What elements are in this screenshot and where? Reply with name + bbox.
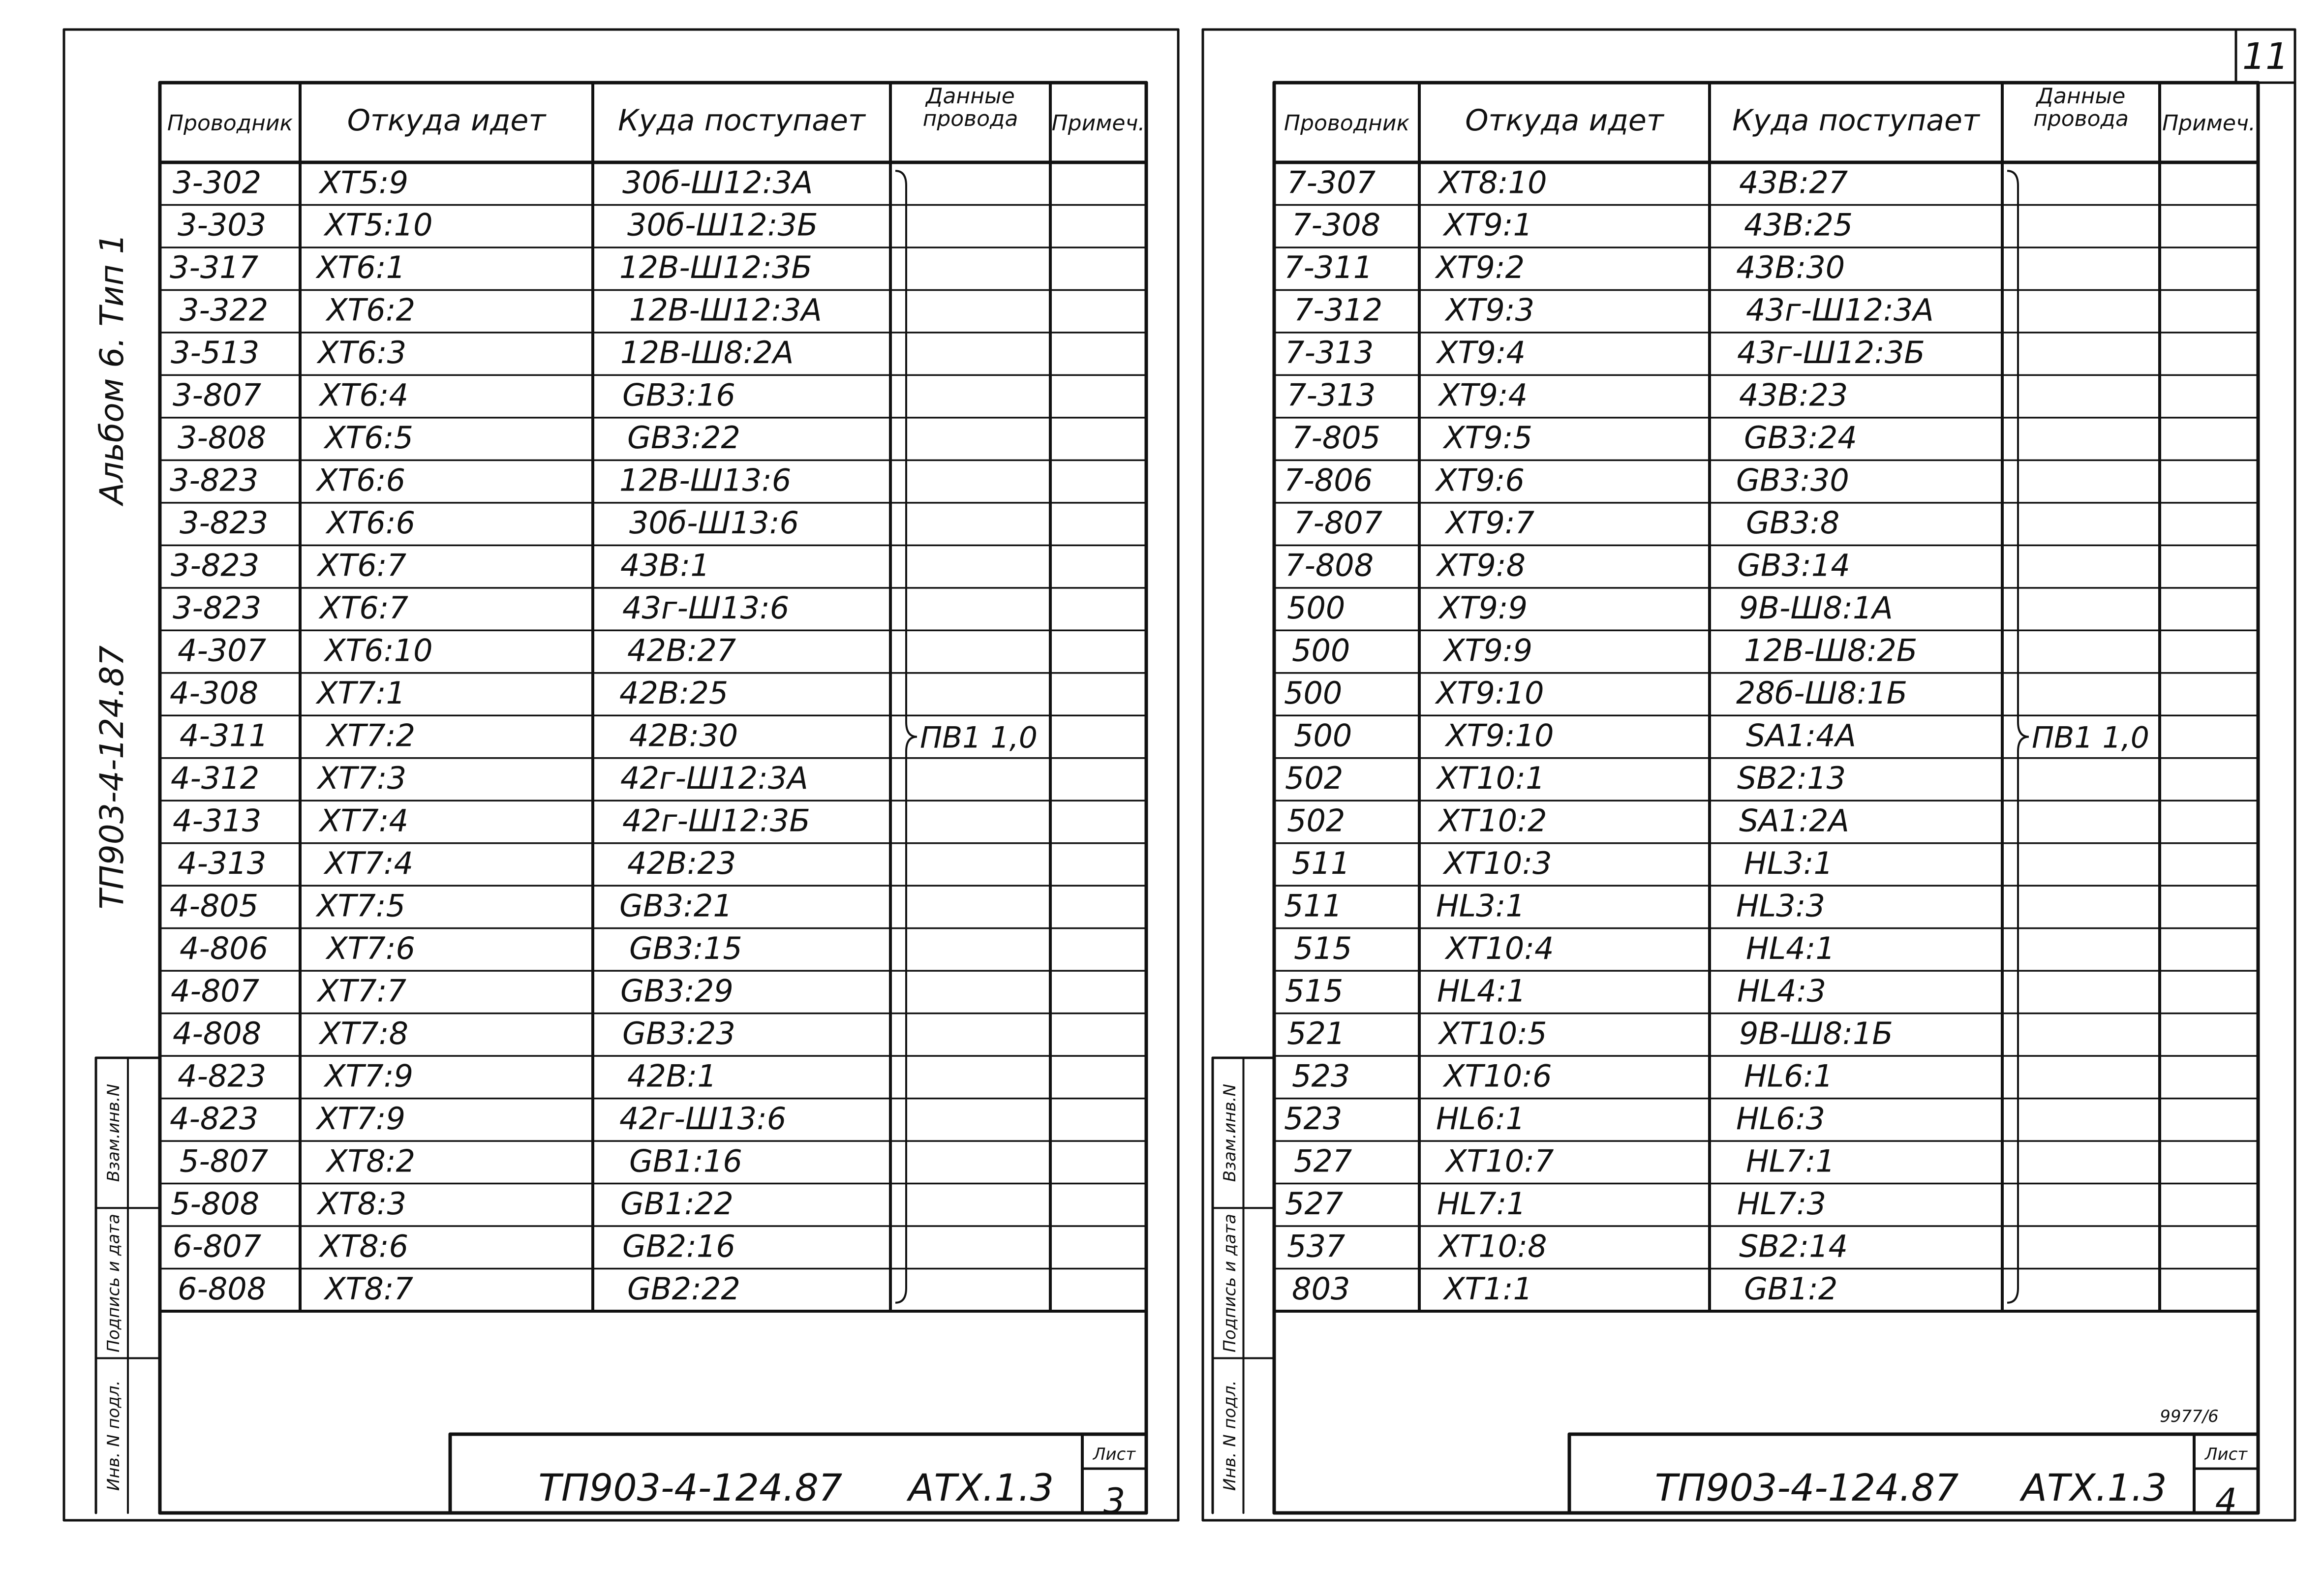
wire-spec: ПВ1 1,0: [2032, 720, 2149, 755]
cell-to: SB2:13: [1737, 760, 1846, 797]
cell-from: XT9:6: [1436, 462, 1525, 498]
cell-conductor: 7-313: [1285, 335, 1374, 371]
cell-from: XT9:7: [1446, 505, 1535, 541]
cell-to: SA1:4А: [1746, 717, 1856, 754]
cell-conductor: 7-313: [1287, 377, 1376, 413]
cell-conductor: 7-808: [1285, 547, 1374, 584]
cell-conductor: 4-823: [178, 1058, 267, 1094]
cell-from: XT7:9: [317, 1100, 406, 1137]
cell-conductor: 3-513: [171, 335, 260, 371]
cell-from: XT1:1: [1444, 1270, 1533, 1307]
header-from: Откуда идет: [347, 103, 546, 138]
cell-from: XT6:2: [327, 292, 416, 328]
cell-conductor: 3-322: [180, 292, 269, 328]
cell-from: XT9:3: [1446, 292, 1535, 328]
cell-from: XT9:2: [1436, 249, 1525, 286]
title-block-sheet-code: АТХ.1.3: [2021, 1466, 2167, 1509]
cell-conductor: 3-823: [173, 590, 262, 626]
cell-from: XT7:9: [325, 1058, 414, 1094]
header-wire-data-line1: Данные: [2036, 84, 2126, 109]
cell-from: XT9:4: [1439, 377, 1528, 413]
cell-to: 30б-Ш12:3Б: [627, 207, 818, 243]
header-to: Куда поступает: [618, 103, 865, 138]
cell-conductor: 5-808: [171, 1185, 260, 1222]
cell-conductor: 4-806: [180, 930, 269, 966]
cell-conductor: 537: [1287, 1228, 1345, 1264]
cell-to: 12В-Ш8:2Б: [1744, 632, 1918, 669]
cell-to: 43В:23: [1739, 377, 1848, 413]
title-block-sheet-number: 3: [1103, 1481, 1126, 1521]
cell-from: XT7:5: [317, 888, 406, 924]
cell-conductor: 500: [1284, 675, 1343, 711]
cell-to: 42В:30: [629, 717, 738, 754]
cell-conductor: 4-805: [170, 888, 259, 924]
cell-to: 42В:1: [627, 1058, 717, 1094]
cell-to: GB2:22: [627, 1270, 740, 1307]
cell-from: XT6:6: [327, 505, 416, 541]
cell-from: XT9:10: [1436, 675, 1544, 711]
cell-to: GB3:29: [620, 973, 734, 1009]
stamp-label: Инв. N подл.: [104, 1380, 124, 1491]
cell-conductor: 527: [1285, 1185, 1344, 1222]
cell-conductor: 4-312: [171, 760, 260, 797]
cell-conductor: 4-808: [173, 1015, 262, 1051]
cell-to: GB3:22: [627, 420, 740, 456]
cell-to: 42В:23: [627, 845, 736, 881]
cell-conductor: 502: [1287, 802, 1345, 839]
cell-to: HL7:3: [1737, 1185, 1826, 1222]
cell-to: GB1:2: [1744, 1270, 1838, 1307]
cell-to: HL3:3: [1736, 888, 1825, 924]
cell-from: XT6:7: [320, 590, 409, 626]
cell-from: XT9:10: [1446, 717, 1554, 754]
cell-from: XT6:4: [320, 377, 409, 413]
cell-conductor: 3-807: [173, 377, 262, 413]
cell-to: HL4:1: [1746, 930, 1835, 966]
title-block-sheet-label: Лист: [1093, 1445, 1136, 1464]
cell-conductor: 803: [1292, 1270, 1350, 1307]
cell-from: XT9:9: [1444, 632, 1533, 669]
cell-conductor: 502: [1285, 760, 1344, 797]
wire-spec: ПВ1 1,0: [920, 720, 1038, 755]
title-block-sheet-code: АТХ.1.3: [908, 1466, 1054, 1509]
right-sheet: [1203, 30, 2295, 1521]
cell-from: XT8:6: [320, 1228, 409, 1264]
cell-conductor: 7-805: [1292, 420, 1381, 456]
cell-to: SB2:14: [1739, 1228, 1848, 1264]
cell-conductor: 7-806: [1284, 462, 1373, 498]
stamp-label: Взам.инв.N: [104, 1083, 124, 1182]
cell-to: GB1:16: [629, 1143, 742, 1179]
cell-to: 43В:27: [1739, 164, 1848, 201]
header-conductor: Проводник: [1284, 111, 1410, 136]
cell-to: 30б-Ш12:3А: [622, 164, 813, 201]
cell-from: XT6:7: [318, 547, 407, 584]
cell-to: 9В-Ш8:1Б: [1739, 1015, 1893, 1051]
cell-to: 9В-Ш8:1А: [1739, 590, 1893, 626]
side-label-code: ТП903-4-124.87: [93, 645, 131, 910]
cell-conductor: 500: [1287, 590, 1345, 626]
cell-from: HL3:1: [1436, 888, 1525, 924]
stamp-label: Инв. N подл.: [1220, 1380, 1240, 1491]
cell-conductor: 3-302: [173, 164, 262, 201]
cell-from: XT10:6: [1444, 1058, 1552, 1094]
cell-conductor: 3-303: [178, 207, 267, 243]
cell-conductor: 4-307: [178, 632, 267, 669]
cell-to: HL7:1: [1746, 1143, 1835, 1179]
cell-from: XT8:3: [318, 1185, 407, 1222]
cell-conductor: 515: [1294, 930, 1352, 966]
title-block-code: ТП903-4-124.87: [538, 1466, 843, 1509]
cell-to: 43г-Ш12:3А: [1746, 292, 1934, 328]
header-to: Куда поступает: [1732, 103, 1980, 138]
cell-to: 42В:25: [619, 675, 729, 711]
cell-from: XT7:6: [327, 930, 416, 966]
page-number: 11: [2242, 35, 2289, 78]
cell-to: 42г-Ш12:3Б: [622, 802, 810, 839]
cell-conductor: 4-311: [180, 717, 269, 754]
cell-from: XT10:7: [1446, 1143, 1554, 1179]
cell-from: XT9:5: [1444, 420, 1533, 456]
header-wire-data-line2: провода: [922, 106, 1018, 131]
header-wire-data-line1: Данные: [926, 84, 1015, 109]
cell-from: XT10:4: [1446, 930, 1554, 966]
cell-conductor: 523: [1292, 1058, 1350, 1094]
wire-group-bracket: [895, 171, 917, 1302]
cell-to: GB3:8: [1746, 505, 1840, 541]
cell-from: XT10:2: [1439, 802, 1547, 839]
cell-to: 30б-Ш13:6: [629, 505, 799, 541]
cell-to: 12В-Ш12:3Б: [619, 249, 812, 286]
header-note: Примеч.: [1051, 111, 1145, 136]
cell-conductor: 4-823: [170, 1100, 259, 1137]
cell-conductor: 4-313: [178, 845, 267, 881]
cell-conductor: 7-312: [1294, 292, 1383, 328]
cell-conductor: 3-823: [171, 547, 260, 584]
cell-to: 43г-Ш13:6: [622, 590, 790, 626]
cell-to: 42В:27: [627, 632, 736, 669]
left-sheet: [64, 30, 1178, 1521]
cell-conductor: 7-308: [1292, 207, 1381, 243]
stamp-label: Подпись и дата: [1220, 1214, 1240, 1353]
cell-conductor: 500: [1294, 717, 1352, 754]
cell-conductor: 6-807: [173, 1228, 262, 1264]
title-block-code: ТП903-4-124.87: [1654, 1466, 1959, 1509]
cell-conductor: 515: [1285, 973, 1344, 1009]
header-from: Откуда идет: [1465, 103, 1664, 138]
cell-conductor: 511: [1292, 845, 1350, 881]
cell-from: XT5:9: [320, 164, 409, 201]
cell-from: XT6:5: [325, 420, 414, 456]
cell-to: 12В-Ш13:6: [619, 462, 792, 498]
cell-from: XT6:3: [318, 335, 407, 371]
cell-to: 12В-Ш12:3А: [629, 292, 822, 328]
cell-from: XT8:7: [325, 1270, 414, 1307]
cell-from: XT9:9: [1439, 590, 1528, 626]
cell-to: 43В:30: [1736, 249, 1845, 286]
cell-from: XT10:5: [1439, 1015, 1547, 1051]
cell-from: XT10:1: [1437, 760, 1545, 797]
title-block-sheet-label: Лист: [2204, 1445, 2248, 1464]
cell-from: HL7:1: [1437, 1185, 1526, 1222]
cell-from: HL6:1: [1436, 1100, 1525, 1137]
cell-from: XT10:3: [1444, 845, 1552, 881]
cell-conductor: 3-823: [180, 505, 269, 541]
cell-conductor: 3-823: [170, 462, 259, 498]
cell-to: 28б-Ш8:1Б: [1736, 675, 1908, 711]
header-wire-data-line2: провода: [2033, 106, 2129, 131]
cell-to: 43В:1: [620, 547, 710, 584]
cell-conductor: 3-808: [178, 420, 267, 456]
cell-to: HL6:1: [1744, 1058, 1833, 1094]
cell-conductor: 5-807: [180, 1143, 269, 1179]
cell-from: XT6:10: [325, 632, 433, 669]
cell-conductor: 7-807: [1294, 505, 1383, 541]
cell-to: GB3:15: [629, 930, 742, 966]
cell-conductor: 523: [1284, 1100, 1343, 1137]
cell-to: SA1:2А: [1739, 802, 1849, 839]
cell-from: XT10:8: [1439, 1228, 1547, 1264]
cell-conductor: 7-307: [1287, 164, 1376, 201]
cell-from: XT8:2: [327, 1143, 416, 1179]
cell-to: GB3:21: [619, 888, 733, 924]
cell-from: XT7:8: [320, 1015, 409, 1051]
cell-conductor: 4-807: [171, 973, 260, 1009]
cell-from: XT7:7: [318, 973, 407, 1009]
cell-from: XT5:10: [325, 207, 433, 243]
serial-note: 9977/6: [2160, 1407, 2219, 1426]
cell-to: GB3:24: [1744, 420, 1857, 456]
cell-from: XT9:1: [1444, 207, 1533, 243]
cell-conductor: 4-313: [173, 802, 262, 839]
cell-to: GB3:23: [622, 1015, 735, 1051]
cell-to: HL3:1: [1744, 845, 1833, 881]
cell-from: XT9:4: [1437, 335, 1526, 371]
cell-conductor: 7-311: [1284, 249, 1373, 286]
side-label-album: Альбом 6. Тип 1: [93, 233, 131, 505]
header-conductor: Проводник: [167, 111, 293, 136]
cell-conductor: 4-308: [170, 675, 259, 711]
cell-conductor: 3-317: [170, 249, 259, 286]
cell-conductor: 527: [1294, 1143, 1352, 1179]
cell-from: HL4:1: [1437, 973, 1526, 1009]
cell-from: XT8:10: [1439, 164, 1547, 201]
stamp-label: Подпись и дата: [104, 1214, 124, 1353]
cell-conductor: 521: [1287, 1015, 1345, 1051]
cell-conductor: 500: [1292, 632, 1350, 669]
cell-to: 42г-Ш13:6: [619, 1100, 787, 1137]
cell-to: GB1:22: [620, 1185, 734, 1222]
cell-conductor: 6-808: [178, 1270, 267, 1307]
cell-to: 43г-Ш12:3Б: [1737, 335, 1925, 371]
cell-to: GB3:30: [1736, 462, 1849, 498]
cell-from: XT7:4: [325, 845, 414, 881]
cell-to: HL6:3: [1736, 1100, 1825, 1137]
cell-to: 42г-Ш12:3А: [620, 760, 808, 797]
cell-to: 12В-Ш8:2А: [620, 335, 794, 371]
cell-to: 43В:25: [1744, 207, 1853, 243]
cell-to: GB2:16: [622, 1228, 735, 1264]
cell-from: XT7:1: [317, 675, 406, 711]
cell-from: XT7:2: [327, 717, 416, 754]
cell-from: XT6:1: [317, 249, 406, 286]
cell-from: XT6:6: [317, 462, 406, 498]
cell-from: XT9:8: [1437, 547, 1526, 584]
cell-to: GB3:16: [622, 377, 735, 413]
stamp-label: Взам.инв.N: [1220, 1083, 1240, 1182]
header-note: Примеч.: [2162, 111, 2256, 136]
cell-to: HL4:3: [1737, 973, 1826, 1009]
cell-from: XT7:3: [318, 760, 407, 797]
title-block-sheet-number: 4: [2215, 1481, 2237, 1521]
cell-conductor: 511: [1284, 888, 1343, 924]
cell-to: GB3:14: [1737, 547, 1850, 584]
wire-group-bracket: [2007, 171, 2029, 1302]
cell-from: XT7:4: [320, 802, 409, 839]
